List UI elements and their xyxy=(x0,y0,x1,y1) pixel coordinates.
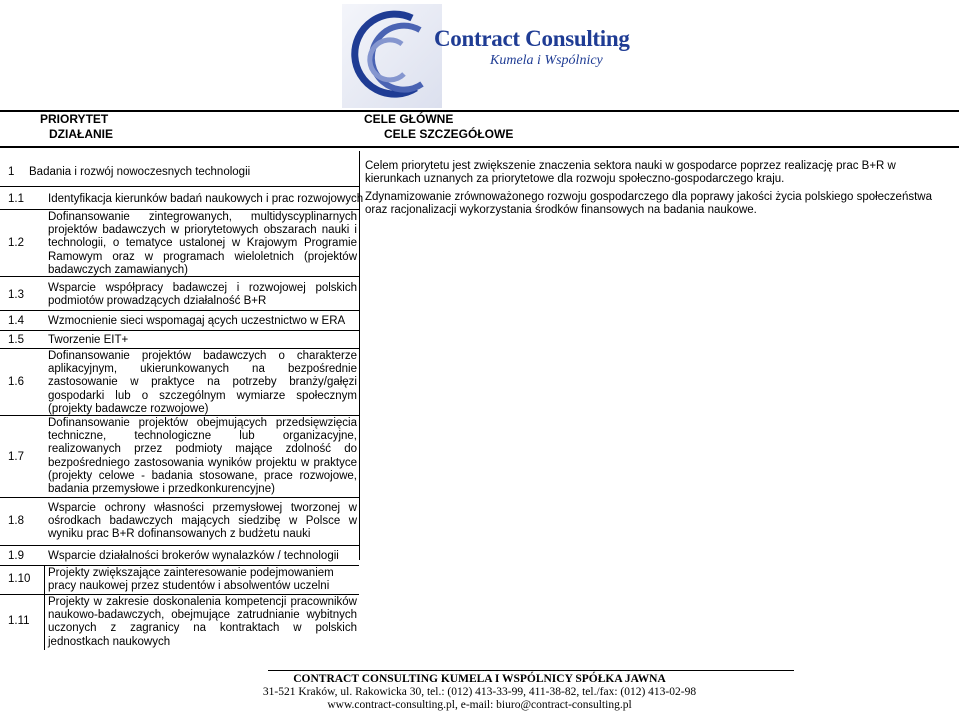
row-separator xyxy=(0,594,359,595)
priority-specific-goal: Zdynamizowanie zrównoważonego rozwoju gospodarczego dla poprawy jakości życia polskiego społeczeństwa oraz racjonalizacji wykorzystania środków finansowych na badania naukowe. xyxy=(365,191,932,217)
header-action-label: DZIAŁANIE xyxy=(49,127,113,141)
action-number: 1.3 xyxy=(8,289,24,301)
cc-monogram-logo-icon xyxy=(342,4,442,108)
row-separator xyxy=(0,209,359,210)
action-text: Wsparcie ochrony własności przemysłowej tworzonej w ośrodkach badawczych mających siedzibę w Polsce w wyniku prac B+R dofinansowanych z budżetu nauki xyxy=(48,502,357,541)
row-separator xyxy=(0,565,359,566)
logo-title: Contract Consulting xyxy=(434,26,630,51)
action-text: Projekty w zakresie doskonalenia kompetencji pracowników naukowo-badawczych, obejmujące zatrudnianie wybitnych uczonych z zagranicy na kontraktach w polskich jednostkach naukowych xyxy=(48,596,357,648)
priority-main-goal: Celem priorytetu jest zwiększenie znaczenia sektora nauki w gospodarce poprzez realizację prac B+R w kierunkach uznanych za priorytetowe dla rozwoju społeczno-gospodarczego kraju. xyxy=(365,160,896,186)
action-number: 1.9 xyxy=(8,550,24,562)
action-text: Wsparcie współpracy badawczej i rozwojowej polskich podmiotów prowadzących działalność B+R xyxy=(48,282,357,308)
header-top-rule xyxy=(0,110,959,112)
column-divider-lower xyxy=(359,189,360,560)
action-text: Projekty zwiększające zainteresowanie podejmowaniem pracy naukowej przez studentów i absolwentów uczelni xyxy=(48,567,334,593)
footer-contact: www.contract-consulting.pl, e-mail: biuro@contract-consulting.pl xyxy=(327,699,632,711)
action-number: 1.4 xyxy=(8,315,24,327)
action-number: 1.2 xyxy=(8,237,24,249)
priority-number: 1 xyxy=(8,166,15,178)
row-separator xyxy=(0,545,359,546)
row-separator xyxy=(0,330,359,331)
action-text: Dofinansowanie projektów obejmujących przedsięwzięcia techniczne, technologiczne lub organizacyjne, realizowanych przez podmioty mające zdolność do bezpośredniego zastosowania wyników projektu w praktyce (projekty celowe - badania stosowane, prace rozwojowe, badania przemysłowe i przedkonkurencyjne) xyxy=(48,417,357,496)
action-number: 1.6 xyxy=(8,376,24,388)
row-separator xyxy=(0,276,359,277)
row-separator xyxy=(0,310,359,311)
header-bottom-rule xyxy=(0,146,959,148)
action-text: Wsparcie działalności brokerów wynalazków / technologii xyxy=(48,550,339,562)
action-number: 1.7 xyxy=(8,451,24,463)
action-text: Dofinansowanie zintegrowanych, multidyscyplinarnych projektów badawczych w priorytetowych obszarach nauki i technologii, o tematyce ustalonej w Krajowym Programie Ramowym oraz w programach wieloletnich (projektów badawczych zamawianych) xyxy=(48,211,357,276)
company-logo xyxy=(342,4,630,108)
footer-address: 31-521 Kraków, ul. Rakowicka 30, tel.: (012) 413-33-99, 411-38-82, tel./fax: (012) 413-02-98 xyxy=(262,686,697,698)
footer-company: CONTRACT CONSULTING KUMELA I WSPÓLNICY SPÓŁKA JAWNA xyxy=(293,673,666,685)
action-text: Identyfikacja kierunków badań naukowych i prac rozwojowych xyxy=(48,193,364,205)
action-text: Wzmocnienie sieci wspomagaj ących uczestnictwo w ERA xyxy=(48,315,346,327)
row-separator xyxy=(0,497,359,498)
row-separator xyxy=(0,186,359,187)
number-divider xyxy=(44,566,45,650)
action-text: Dofinansowanie projektów badawczych o charakterze aplikacyjnym, ukierunkowanych na bezpośrednie zastosowanie w praktyce na potrzeby branży/gałęzi gospodarki lub o szczególnym wymiarze społecznym (projekty badawcze rozwojowe) xyxy=(48,350,357,415)
footer-rule xyxy=(268,670,794,671)
action-number: 1.1 xyxy=(8,193,24,205)
logo-subtitle: Kumela i Wspólnicy xyxy=(490,53,603,68)
action-number: 1.10 xyxy=(8,573,31,585)
header-specific-goals-label: CELE SZCZEGÓŁOWE xyxy=(384,127,514,141)
priority-title: Badania i rozwój nowoczesnych technologii xyxy=(29,166,251,178)
action-text: Tworzenie EIT+ xyxy=(48,334,129,346)
row-separator xyxy=(0,415,359,416)
action-number: 1.5 xyxy=(8,334,24,346)
row-separator xyxy=(0,348,359,349)
column-divider xyxy=(359,151,360,189)
action-number: 1.11 xyxy=(8,615,30,627)
header-main-goals-label: CELE GŁÓWNE xyxy=(364,112,454,126)
header-priority-label: PRIORYTET xyxy=(40,112,109,126)
action-number: 1.8 xyxy=(8,515,24,527)
